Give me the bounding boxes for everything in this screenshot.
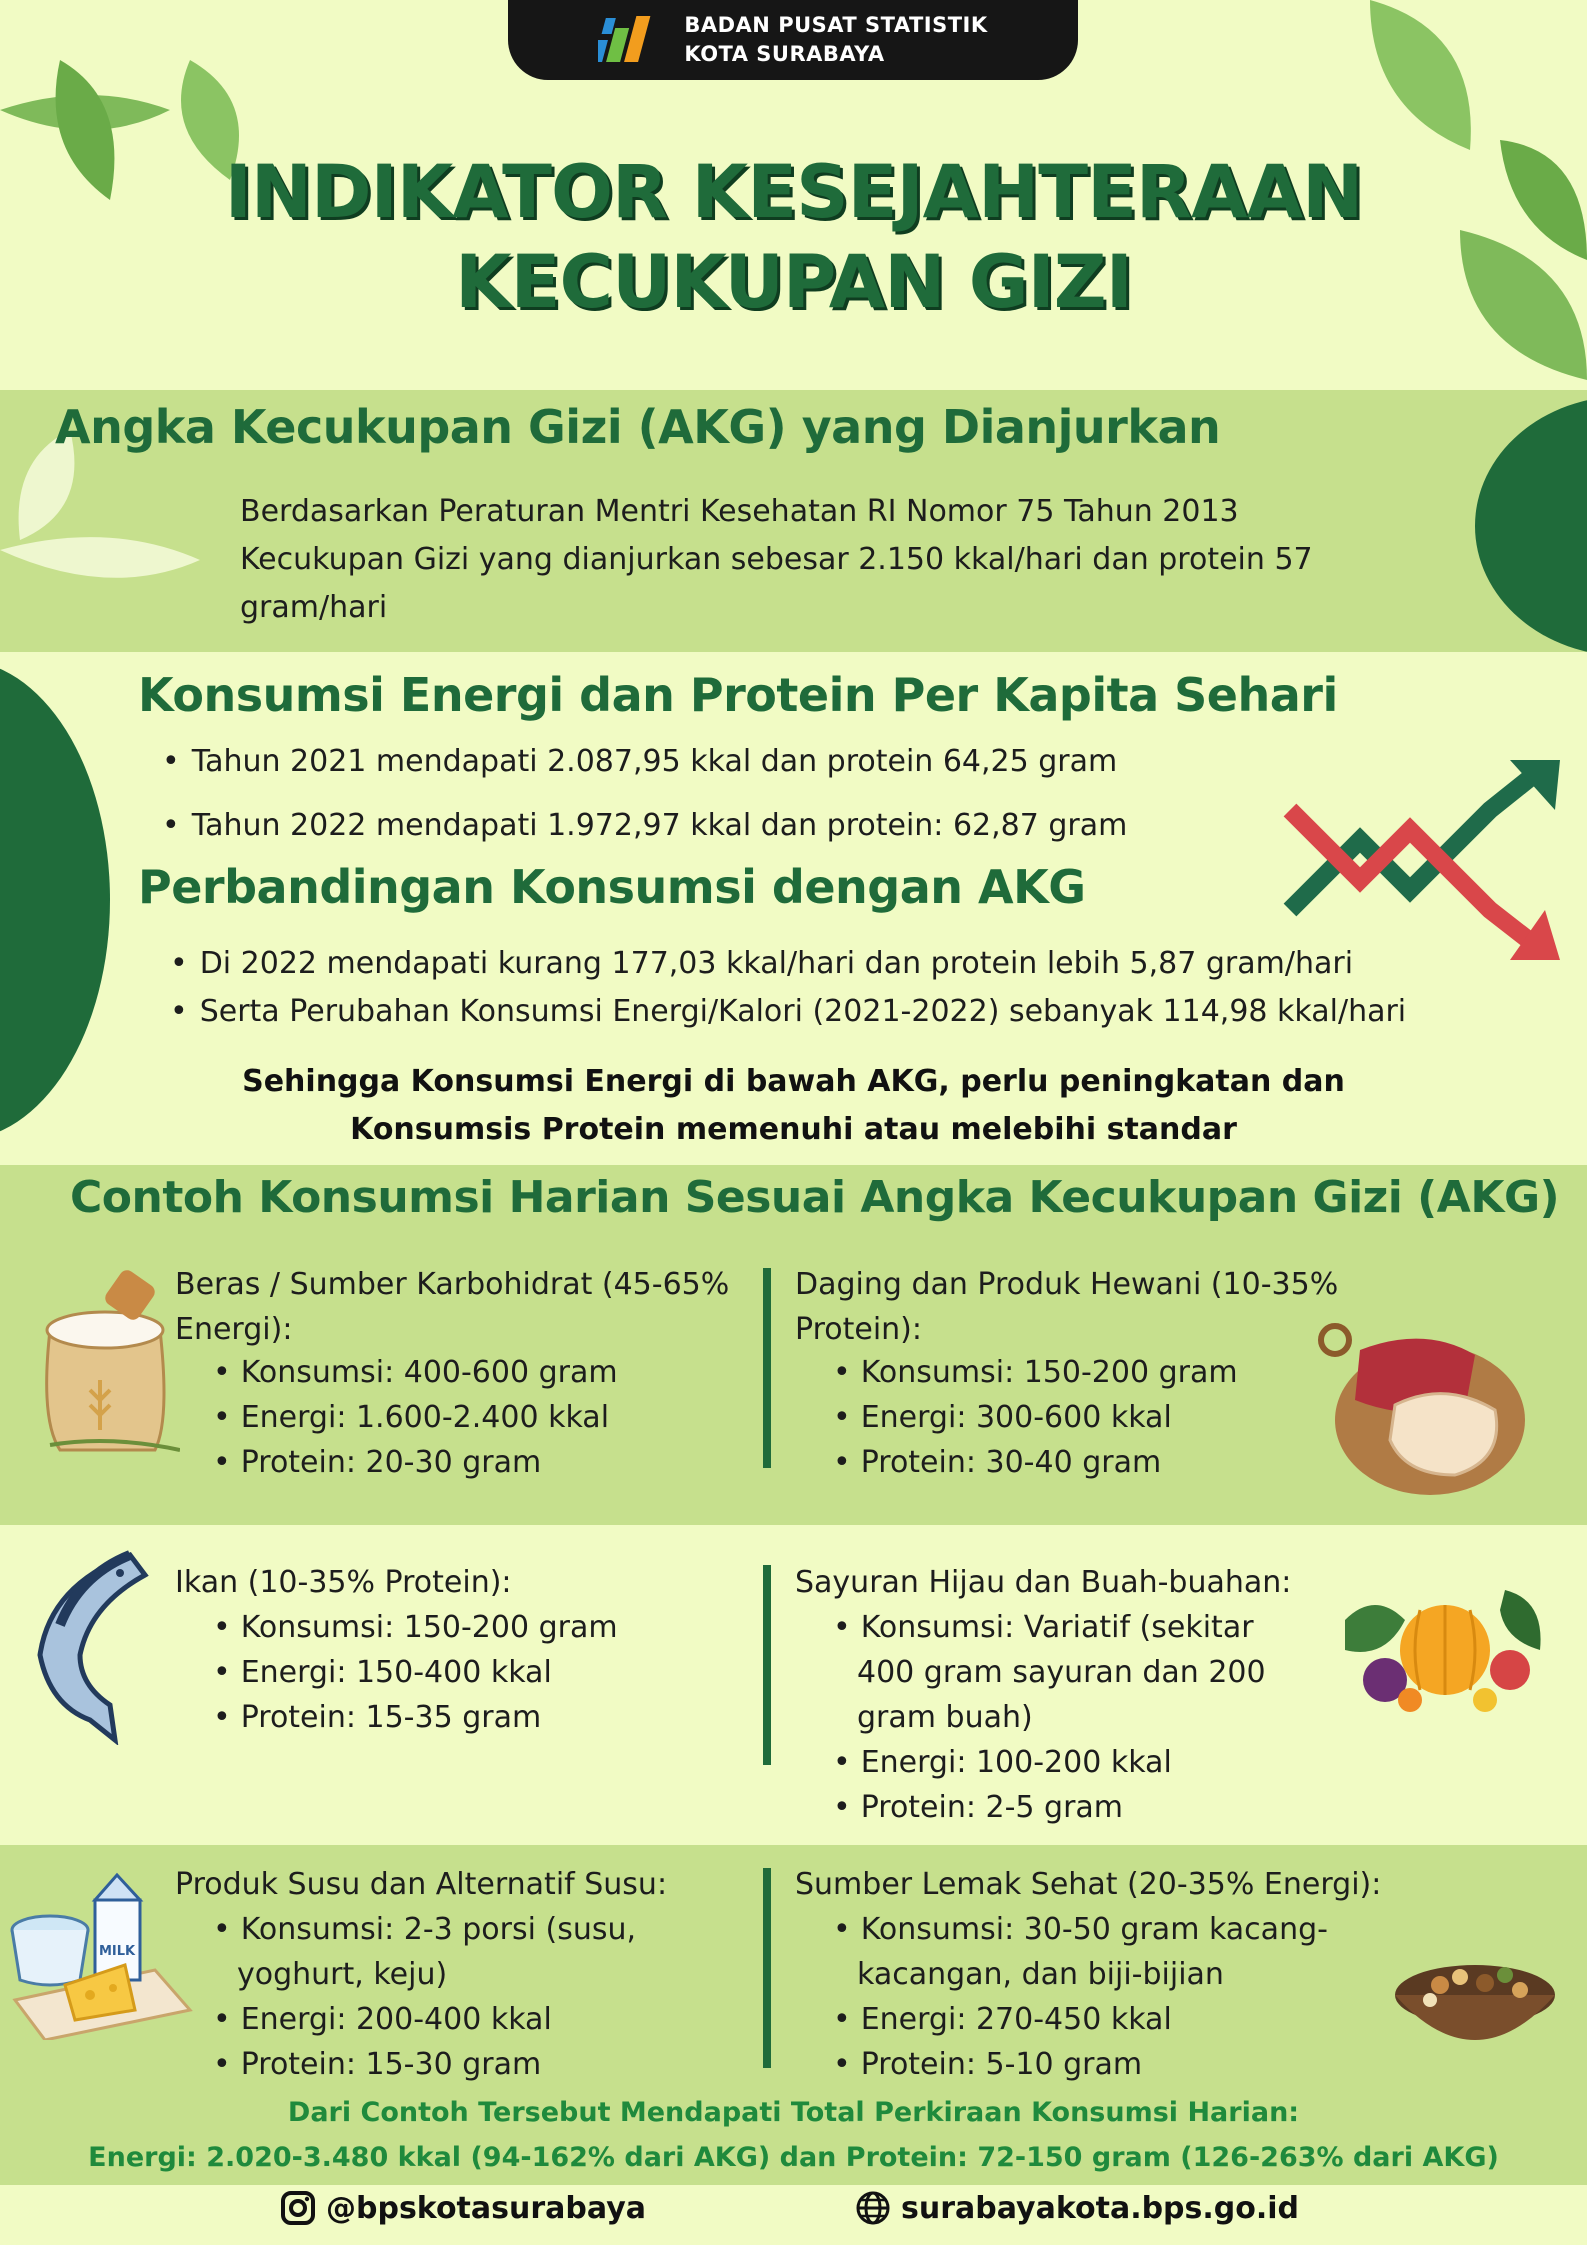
list-item: • Konsumsi: 30-50 gram kacang-kacangan, dan biji-bijian [825,1907,1345,1997]
list-item: • Energi: 100-200 kkal [825,1740,1295,1785]
beras-list [205,1350,618,1485]
vegetables-icon [1335,1570,1555,1720]
dark-half-circle-right-icon [1475,400,1587,652]
title-line-2: KECUKUPAN GIZI [455,240,1132,325]
list-item: • Protein: 2-5 gram [825,1785,1295,1830]
akg-text-line-3: gram/hari [240,590,388,625]
list-item: • Protein: 15-30 gram [205,2042,675,2087]
instagram-handle: @bpskotasurabaya [326,2190,646,2226]
instagram-icon [280,2190,316,2226]
list-item: • Tahun 2021 mendapati 2.087,95 kkal dan protein 64,25 gram [162,730,1127,794]
sayur-list [825,1605,1295,1830]
list-item: • Protein: 30-40 gram [825,1440,1238,1485]
list-item: • Serta Perubahan Konsumsi Energi/Kalori (2021-2022) sebanyak 114,98 kkal/hari [170,988,1406,1036]
beras-title: Beras / Sumber Karbohidrat (45-65% Energi): [175,1267,730,1347]
list-item: • Di 2022 mendapati kurang 177,03 kkal/hari dan protein lebih 5,87 gram/hari [170,940,1406,988]
instagram-link[interactable] [280,2190,646,2226]
ikan-list [205,1605,618,1740]
conclusion-line-1: Sehingga Konsumsi Energi di bawah AKG, perlu peningkatan dan [242,1064,1345,1099]
summary-line-2: Energi: 2.020-3.480 kkal (94-162% dari AKG) dan Protein: 72-150 gram (126-263% dari AKG) [88,2142,1499,2173]
organization-line-1: BADAN PUSAT STATISTIK [684,13,988,37]
list-item: • Konsumsi: 400-600 gram [205,1350,618,1395]
column-divider [763,1868,771,2068]
list-item: • Energi: 270-450 kkal [825,1997,1345,2042]
list-item: • Protein: 5-10 gram [825,2042,1345,2087]
daging-list [825,1350,1238,1485]
meat-board-icon [1315,1310,1525,1500]
susu-title: Produk Susu dan Alternatif Susu: [175,1867,668,1902]
list-item: • Konsumsi: 2-3 porsi (susu, yoghurt, keju) [205,1907,675,1997]
dairy-products-icon [5,1870,195,2040]
susu-list [205,1907,675,2087]
list-item: • Konsumsi: 150-200 gram [205,1605,618,1650]
konsumsi-list [162,730,1127,858]
organization-line-2: KOTA SURABAYA [684,42,885,66]
website-link[interactable] [855,2190,1299,2226]
ikan-title: Ikan (10-35% Protein): [175,1565,512,1600]
list-item: • Tahun 2022 mendapati 1.972,97 kkal dan protein: 62,87 gram [162,794,1127,858]
nuts-bowl-icon [1390,1945,1560,2055]
summary-text [0,2090,1587,2180]
globe-icon [855,2190,891,2226]
page-title [0,148,1587,328]
perbandingan-conclusion [0,1058,1587,1154]
conclusion-line-2: Konsumsis Protein memenuhi atau melebihi standar [350,1112,1237,1147]
list-item: • Energi: 150-400 kkal [205,1650,618,1695]
website-url: surabayakota.bps.go.id [901,2190,1300,2226]
list-item: • Energi: 200-400 kkal [205,1997,675,2042]
column-divider [763,1268,771,1468]
daging-title: Daging dan Produk Hewani (10-35% Protein): [795,1267,1339,1347]
milk-carton-label: MILK [99,1944,136,1959]
bps-logo-icon [598,10,668,70]
akg-text-line-2: Kecukupan Gizi yang dianjurkan sebesar 2.150 kkal/hari dan protein 57 [240,542,1313,577]
akg-text [240,488,1313,632]
akg-text-line-1: Berdasarkan Peraturan Mentri Kesehatan RI Nomor 75 Tahun 2013 [240,494,1239,529]
list-item: • Konsumsi: 150-200 gram [825,1350,1238,1395]
trend-arrows-icon [1280,760,1580,960]
list-item: • Konsumsi: Variatif (sekitar 400 gram sayuran dan 200 gram buah) [825,1605,1295,1740]
sayur-title: Sayuran Hijau dan Buah-buahan: [795,1565,1292,1600]
rice-sack-icon [30,1270,180,1460]
summary-line-1: Dari Contoh Tersebut Mendapati Total Perkiraan Konsumsi Harian: [287,2097,1300,2128]
list-item: • Energi: 300-600 kkal [825,1395,1238,1440]
lemak-list [825,1907,1345,2087]
lemak-title: Sumber Lemak Sehat (20-35% Energi): [795,1867,1382,1902]
konsumsi-title: Konsumsi Energi dan Protein Per Kapita Sehari [138,668,1338,722]
akg-title: Angka Kecukupan Gizi (AKG) yang Dianjurkan [55,400,1221,454]
fish-icon [20,1545,150,1745]
list-item: • Energi: 1.600-2.400 kkal [205,1395,618,1440]
perbandingan-list [170,940,1406,1036]
list-item: • Protein: 20-30 gram [205,1440,618,1485]
organization-name [684,11,987,69]
header-badge [508,0,1078,80]
column-divider [763,1565,771,1765]
contoh-title: Contoh Konsumsi Harian Sesuai Angka Kecukupan Gizi (AKG) [70,1172,1560,1223]
title-line-1: INDIKATOR KESEJAHTERAAN [224,150,1363,235]
perbandingan-title: Perbandingan Konsumsi dengan AKG [138,860,1086,914]
list-item: • Protein: 15-35 gram [205,1695,618,1740]
